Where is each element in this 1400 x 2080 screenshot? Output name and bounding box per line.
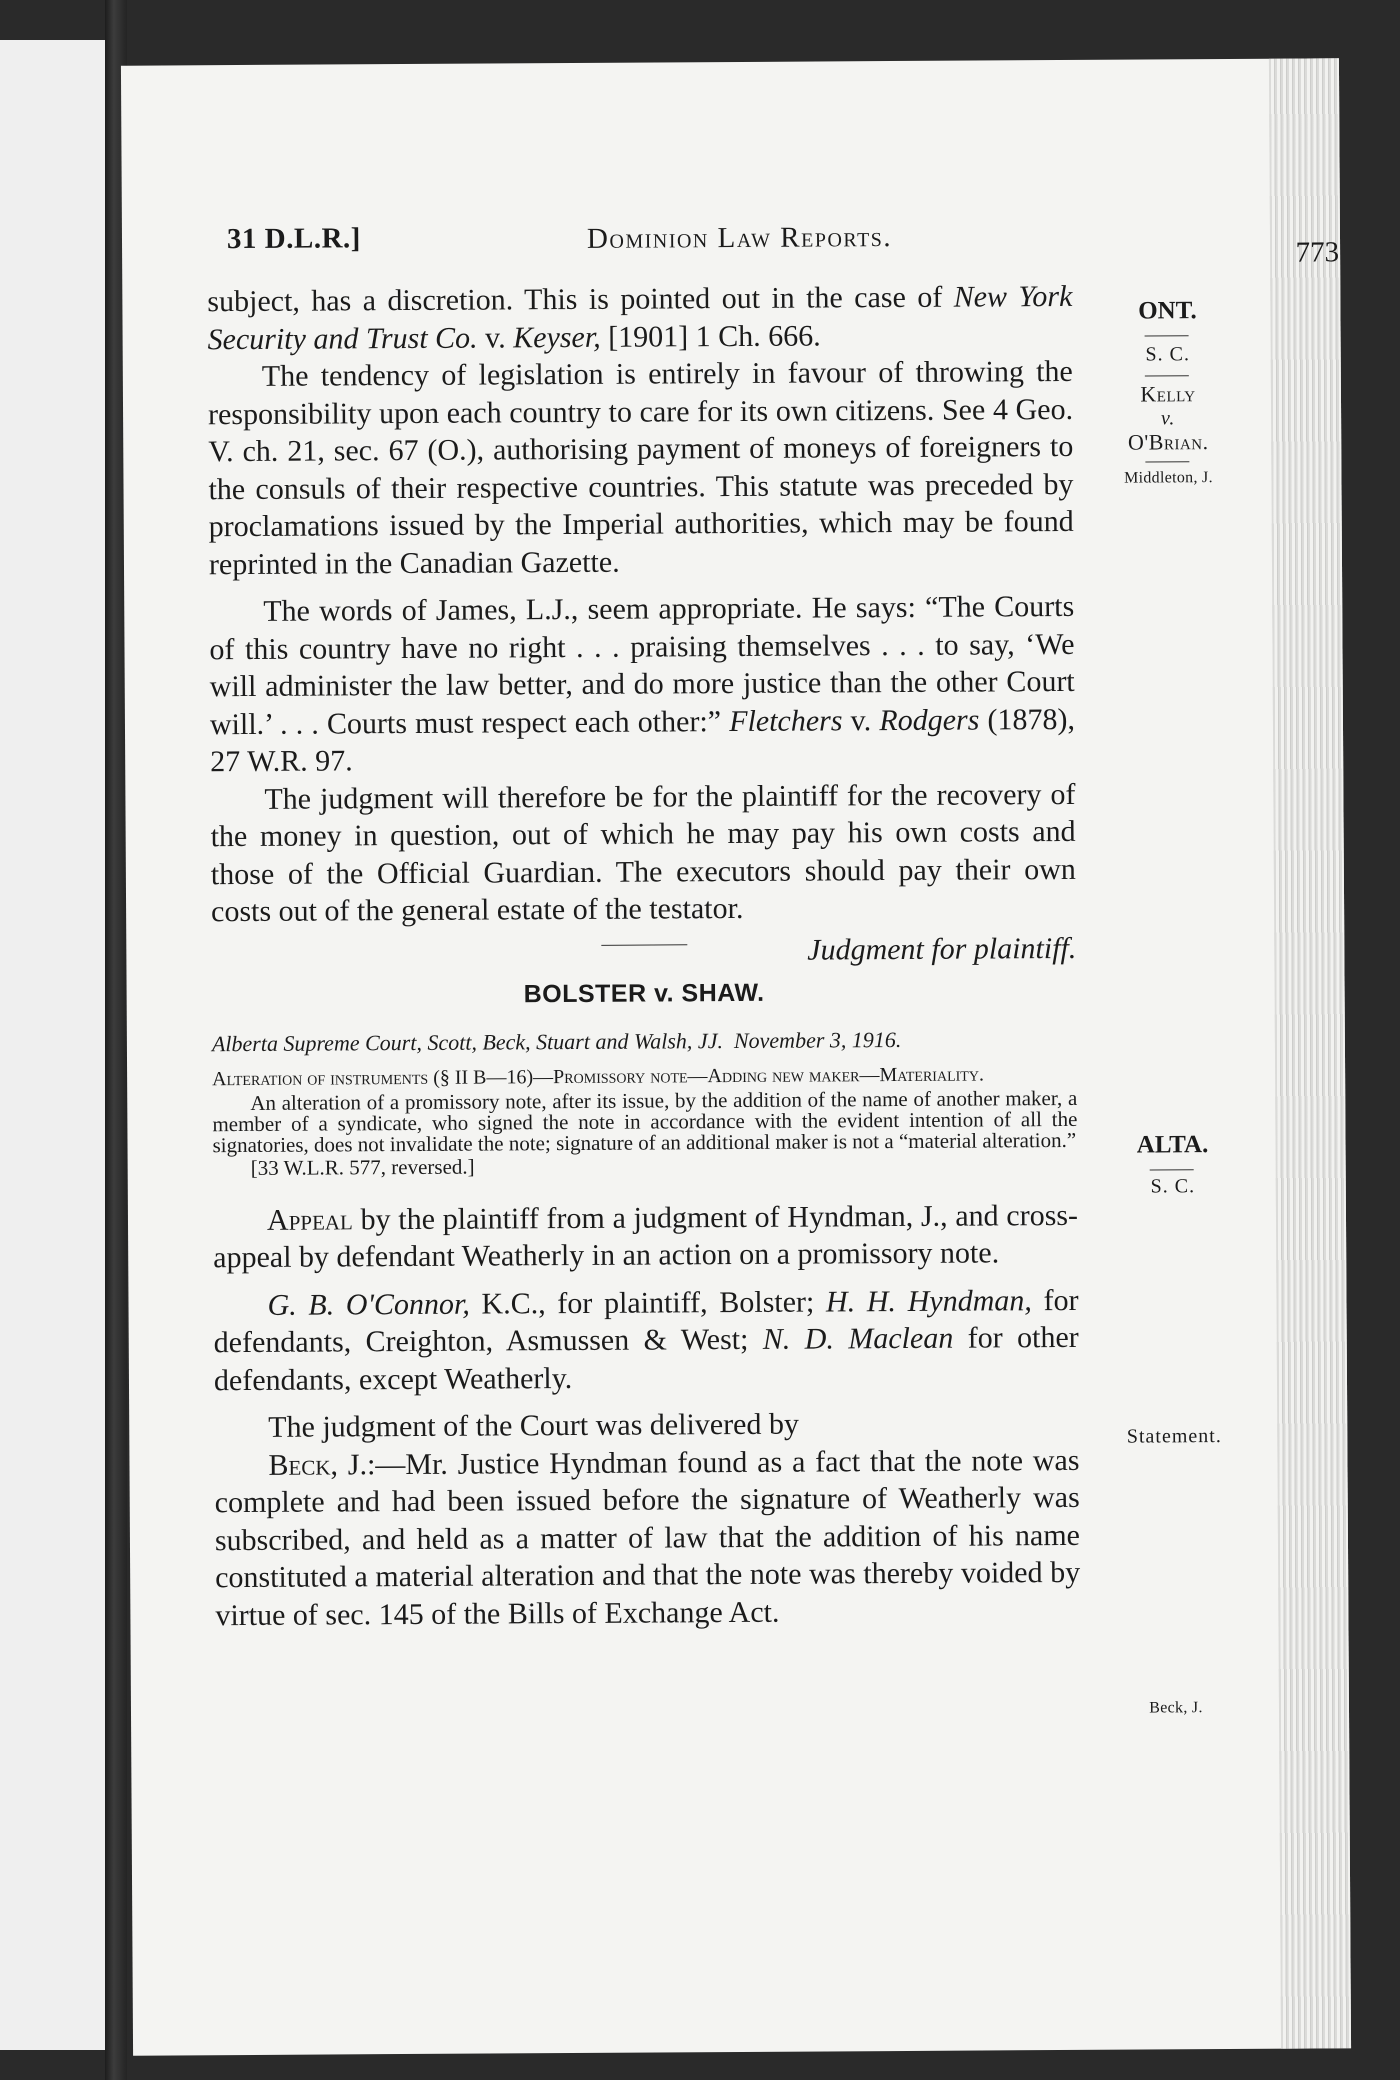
book-page [121, 58, 1351, 2055]
judgment-intro: The judgment of the Court was delivered by [268, 1407, 800, 1444]
paragraph-4: The judgment will therefore be for the plaintiff for the recovery of the money in question, out of which he may pay his own costs and those of the Official Guardian. The executors should pay their own costs out of the general estate of the testator. [210, 777, 1076, 929]
versus: v. [477, 320, 514, 355]
statement-text: by the plaintiff from a judgment of Hyndman, J., and cross-appeal by defendant Weatherly in an action on a promissory note. [213, 1198, 1079, 1275]
judge-beck: Beck, J. [1149, 1699, 1203, 1717]
statement-lead: Appeal [266, 1202, 353, 1237]
paragraph-1-text: subject, has a discretion. This is pointed out in the case of [207, 280, 943, 319]
running-head [227, 216, 1347, 273]
versus: v. [842, 703, 880, 737]
headnote-citation: [33 W.L.R. 577, reversed.] [250, 1154, 475, 1180]
case-obrian: O'Brian. [1127, 429, 1209, 455]
margin-rule [1145, 461, 1189, 462]
page-stack-edge [1269, 58, 1351, 2048]
judge-name: Beck, J. [268, 1447, 368, 1482]
counsel-role: for defendants, Creighton, Asmussen & West; [213, 1283, 1079, 1360]
counsel-name: H. H. Hyndman, [825, 1283, 1032, 1318]
court-line [212, 1024, 1077, 1057]
quote-text: The words of James, L.J., seem appropriate. He says: “The Courts of this country have no right . . . praising themselves . . . to say, ‘We will administer the law better, and do more justice than the other Court will.’ . . . Courts must respect each other:” [209, 589, 1075, 741]
province-ont: ONT. [1138, 297, 1197, 325]
paragraph-2: The tendency of legislation is entirely in favour of throwing the responsibility upon each country to care for its own citizens. See 4 Geo. V. ch. 21, sec. 67 (O.), authorising payment of moneys of foreigners to the consuls of their respective countries. This statute was preceded by proclamations issued by the Imperial authorities, which may be found reprinted in the Canadian Gazette. [207, 354, 1074, 581]
headnote-text: An alteration of a promissory note, after its issue, by the addition of the name of another maker, a member of a syndicate, who signed the note in accordance with the evident intention of all the signatories, does not invalidate the note; signature of an additional maker is not a “material alteration.” [212, 1085, 1078, 1157]
headnote-heading: Alteration of instruments (§ II B—16)—Promissory note—Adding new maker—Materiality. [212, 1062, 984, 1090]
judge-middleton: Middleton, J. [1124, 469, 1213, 487]
counsel-name: G. B. O'Connor, [267, 1287, 470, 1322]
court-sc-2: S. C. [1150, 1175, 1196, 1198]
counsel-name: N. D. Maclean [762, 1321, 954, 1356]
report-title: Dominion Law Reports. [586, 221, 893, 255]
judgment-text: Judgment for plaintiff. [807, 931, 1077, 967]
margin-rule [1150, 1169, 1194, 1170]
statement-paragraph [213, 1196, 1078, 1276]
paragraph-3 [209, 588, 1075, 781]
case-name: Fletchers [729, 703, 843, 738]
margin-rule [1145, 335, 1189, 336]
case-name: Keyser, [513, 320, 601, 354]
main-text [207, 278, 1080, 1634]
opinion-text: :—Mr. Justice Hyndman found as a fact that the note was complete and had been issued before the signature of Weatherly was subscribed, and held as a matter of law that the addition of his name constituted a material alteration and that the note was thereby voided by virtue of sec. 145 of the Bills of Exchange Act. [214, 1443, 1081, 1632]
judgment-line [211, 929, 1076, 972]
court-name: Alberta Supreme Court, Scott, Beck, Stuart and Walsh, JJ. [211, 1027, 724, 1056]
case-kelly: Kelly [1140, 381, 1196, 407]
page-number: 773 [1295, 236, 1340, 269]
margin-rule [1145, 375, 1189, 376]
case-title: BOLSTER v. SHAW. [523, 978, 765, 1009]
case-name: New York Security and Trust Co. [207, 279, 1073, 356]
statement-note: Statement. [1126, 1425, 1222, 1448]
short-rule [601, 944, 687, 946]
opinion-paragraph [214, 1441, 1080, 1634]
counsel-role: K.C., for plaintiff, Bolster; [469, 1284, 827, 1321]
court-sc-1: S. C. [1145, 343, 1191, 366]
paragraph-1 [207, 278, 1072, 358]
province-alta: ALTA. [1136, 1131, 1209, 1159]
volume-label: 31 D.L.R.] [226, 222, 361, 256]
citation: [1901] 1 Ch. 666. [600, 318, 821, 354]
margin-notes [1082, 289, 1252, 1717]
case-v: v. [1160, 407, 1176, 430]
counsel-role: for other defendants, except Weatherly. [213, 1320, 1079, 1397]
decision-date: November 3, 1916. [733, 1026, 902, 1053]
citation: (1878), 27 W.R. 97. [210, 702, 1076, 779]
facing-page-edge [0, 40, 105, 2050]
case-name: Rodgers [879, 703, 980, 737]
counsel-paragraph [213, 1281, 1079, 1399]
